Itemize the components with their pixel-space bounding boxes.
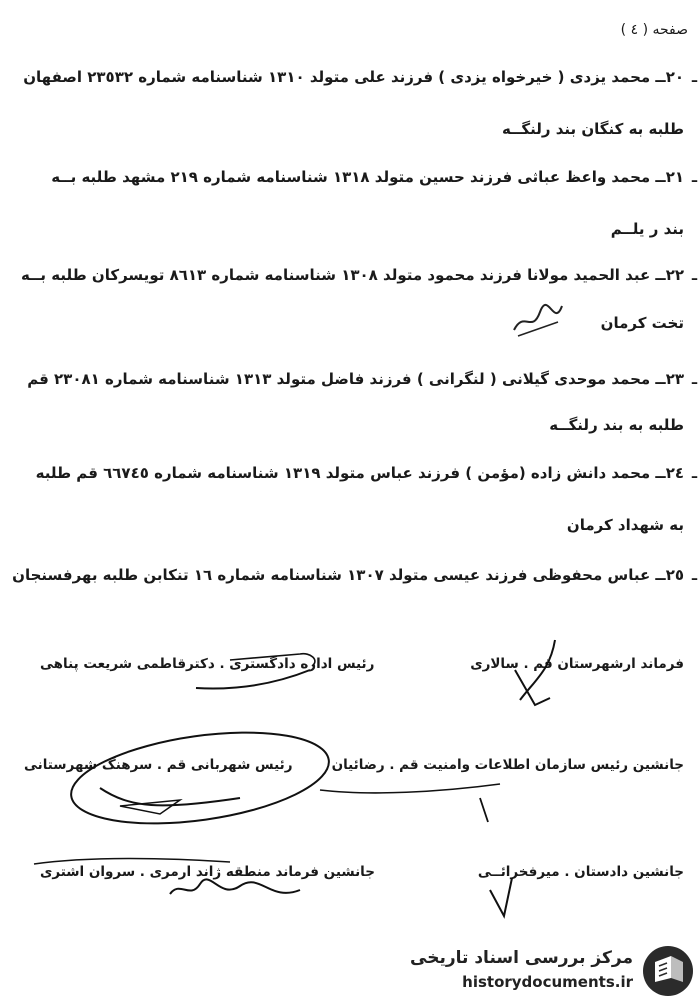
entry-line-continued: بند ر یلــم bbox=[610, 220, 684, 238]
signature-row1 bbox=[190, 630, 570, 720]
signatory-police: رئیس شهربانی قم . سرهنگ شهرستانی bbox=[24, 757, 293, 773]
dash-mark: – bbox=[691, 571, 698, 587]
archive-watermark bbox=[410, 940, 695, 1002]
watermark-url: historydocuments.ir bbox=[462, 973, 633, 991]
page-number: صفحه ( ٤ ) bbox=[620, 22, 688, 38]
signatory-deputy-prosecutor: جانشین دادستان . میرفخرائــی bbox=[477, 864, 684, 880]
entry-24 bbox=[35, 462, 698, 534]
entry-line: ٢٤ــ محمد دانش زاده (مؤمن ) فرزند عباس متولد ١٣١٩ شناسنامه شماره ٦٦٧٤٥ قم طلبه bbox=[35, 464, 684, 482]
signatory-deputy-savak: جانشین رئیس سازمان اطلاعات وامنیت قم . رضائیان bbox=[331, 757, 684, 773]
entry-line-continued: طلبه به بند رلنگــه bbox=[549, 416, 684, 434]
dash-mark: – bbox=[691, 173, 698, 189]
entry-line: ٢٠ــ محمد یزدی ( خیرخواه یزدی ) فرزند علی متولد ١٣١٠ شناسنامه شماره ٢٣٥٣٢ اصفهان bbox=[23, 68, 684, 86]
dash-mark: – bbox=[691, 271, 698, 287]
entry-23 bbox=[27, 368, 698, 434]
handwritten-initial bbox=[510, 300, 570, 340]
dash-mark: – bbox=[691, 375, 698, 391]
signature-row3 bbox=[30, 850, 550, 930]
signatory-gendarmerie: جانشین فرماند منطقه ژاند ارمری . سروان اشتری bbox=[40, 864, 375, 880]
entry-22 bbox=[21, 264, 698, 332]
entry-20 bbox=[23, 66, 698, 138]
entry-line-continued: تخت کرمان bbox=[600, 314, 684, 332]
entry-line: ٢٢ــ عبد الحمید مولانا فرزند محمود متولد ١٣٠٨ شناسنامه شماره ٨٦١٣ تویسرکان طلبه بــه bbox=[21, 266, 684, 284]
entry-21 bbox=[38, 166, 698, 238]
archive-logo-icon bbox=[641, 944, 695, 998]
entry-25 bbox=[12, 564, 698, 587]
signatory-commander: فرماند ارشهرستان قم . سالاری bbox=[470, 656, 684, 672]
signatory-justice: رئیس اداره دادگستری . دکترقاطمی شریعت پناهی bbox=[40, 656, 375, 672]
dash-mark: – bbox=[691, 73, 698, 89]
dash-mark: – bbox=[691, 469, 698, 485]
watermark-title: مرکز بررسی اسناد تاریخی bbox=[410, 948, 633, 968]
entry-line: ٢١ــ محمد واعظ عباثی فرزند حسین متولد ١٣١٨ شناسنامه شماره ٢١٩ مشهد طلبه بــه bbox=[51, 168, 684, 186]
signature-row2 bbox=[40, 718, 640, 838]
entry-line-continued: به شهداد کرمان bbox=[566, 516, 684, 534]
entry-line-continued: طلبه به کنگان بند رلنگــه bbox=[502, 120, 684, 138]
entry-line: ٢٣ــ محمد موحدی گیلانی ( لنگرانی ) فرزند فاضل متولد ١٣١٣ شناسنامه شماره ٢٣٠٨١ قم bbox=[27, 370, 684, 388]
entry-line: ٢٥ــ عباس محفوظی فرزند عیسی متولد ١٣٠٧ شناسنامه شماره ١٦ تنکابن طلبه بهرفسنجان bbox=[12, 566, 684, 584]
